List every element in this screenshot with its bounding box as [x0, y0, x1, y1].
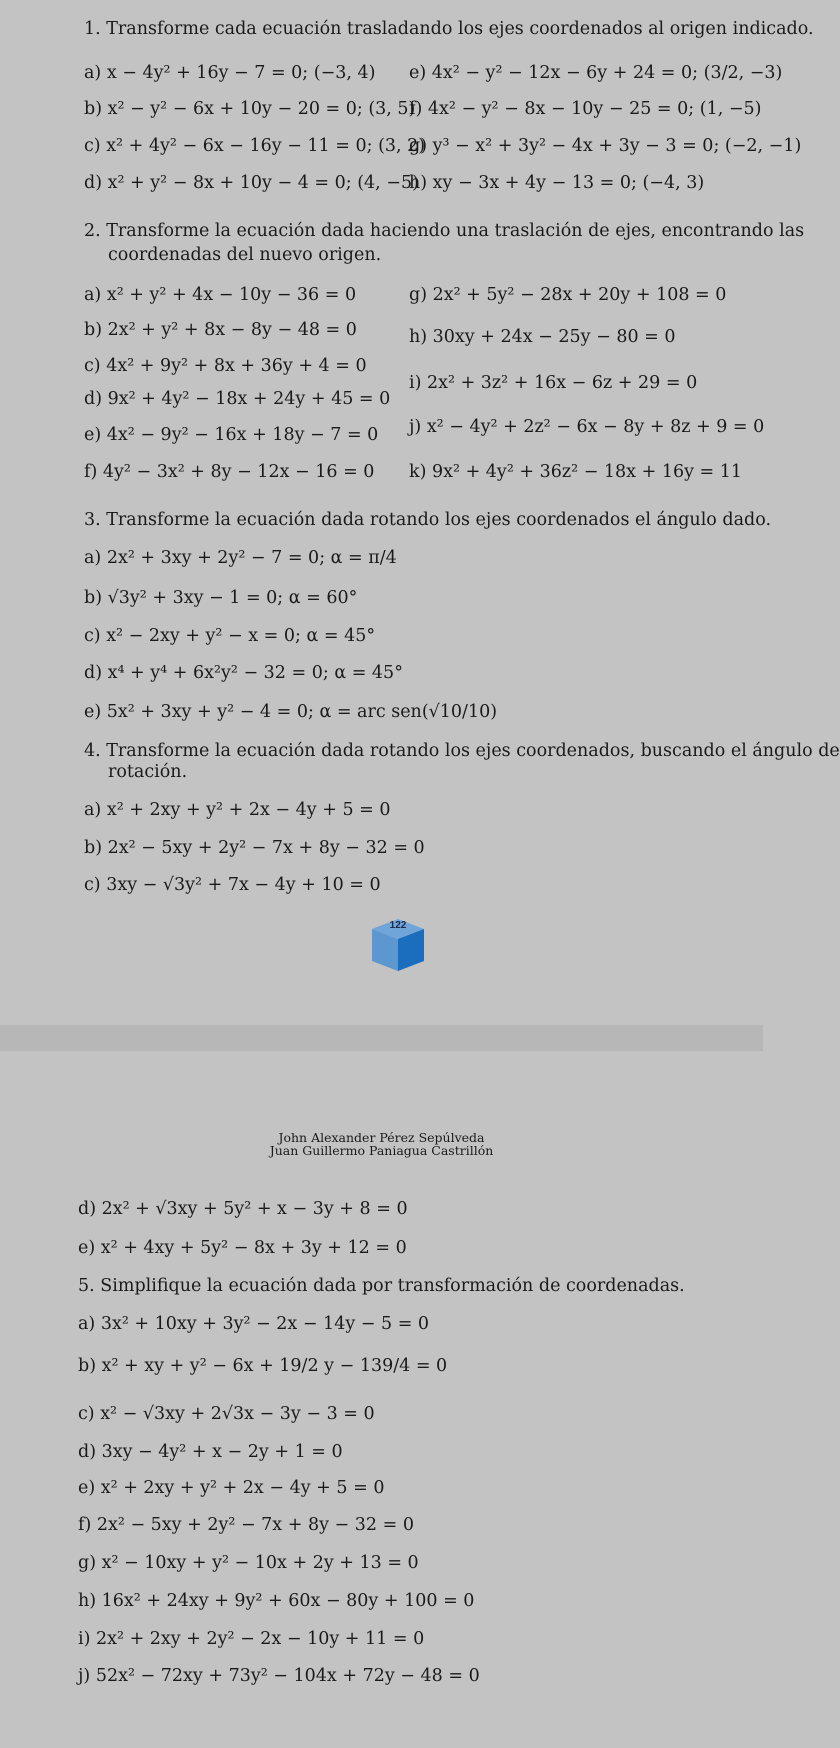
page-number-badge [370, 915, 426, 971]
exercise-2d: d) 9x² + 4y² − 18x + 24y + 45 = 0 [84, 389, 391, 409]
exercise-1b: b) x² − y² − 6x + 10y − 20 = 0; (3, 5) [84, 99, 416, 119]
exercise-5c: c) x² − √3xy + 2√3x − 3y − 3 = 0 [78, 1404, 375, 1424]
exercise-2h: h) 30xy + 24x − 25y − 80 = 0 [409, 327, 676, 347]
page-divider [0, 1025, 763, 1051]
exercise-3d: d) x⁴ + y⁴ + 6x²y² − 32 = 0; α = 45° [84, 663, 403, 683]
exercise-5g: g) x² − 10xy + y² − 10x + 2y + 13 = 0 [78, 1553, 419, 1573]
exercise-5b: b) x² + xy + y² − 6x + 19/2 y − 139/4 = 0 [78, 1356, 448, 1376]
section-4-heading-line1: 4. Transforme la ecuación dada rotando los ejes coordenados, buscando el ángulo de [84, 741, 840, 761]
exercise-3c: c) x² − 2xy + y² − x = 0; α = 45° [84, 626, 376, 646]
cube-icon [370, 915, 426, 971]
exercise-5i: i) 2x² + 2xy + 2y² − 2x − 10y + 11 = 0 [78, 1629, 425, 1649]
exercise-3e: e) 5x² + 3xy + y² − 4 = 0; α = arc sen(√10/10) [84, 702, 498, 722]
exercise-2e: e) 4x² − 9y² − 16x + 18y − 7 = 0 [84, 425, 379, 445]
section-2-heading-line2: coordenadas del nuevo origen. [108, 245, 382, 265]
exercise-2j: j) x² − 4y² + 2z² − 6x − 8y + 8z + 9 = 0 [409, 417, 765, 437]
exercise-5a: a) 3x² + 10xy + 3y² − 2x − 14y − 5 = 0 [78, 1314, 430, 1334]
exercise-1c: c) x² + 4y² − 6x − 16y − 11 = 0; (3, 2) [84, 136, 426, 156]
author-2: Juan Guillermo Paniagua Castrillón [269, 1143, 494, 1158]
exercise-3a: a) 2x² + 3xy + 2y² − 7 = 0; α = π/4 [84, 548, 397, 568]
exercise-4e: e) x² + 4xy + 5y² − 8x + 3y + 12 = 0 [78, 1238, 407, 1258]
exercise-5e: e) x² + 2xy + y² + 2x − 4y + 5 = 0 [78, 1478, 385, 1498]
exercise-5h: h) 16x² + 24xy + 9y² + 60x − 80y + 100 = 0 [78, 1591, 475, 1611]
author-1: John Alexander Pérez Sepúlveda [278, 1130, 485, 1145]
exercise-2b: b) 2x² + y² + 8x − 8y − 48 = 0 [84, 320, 357, 340]
exercise-1g: g) y³ − x² + 3y² − 4x + 3y − 3 = 0; (−2, −1) [409, 136, 802, 156]
exercise-4d: d) 2x² + √3xy + 5y² + x − 3y + 8 = 0 [78, 1199, 408, 1219]
exercise-1a: a) x − 4y² + 16y − 7 = 0; (−3, 4) [84, 63, 376, 83]
exercise-1h: h) xy − 3x + 4y − 13 = 0; (−4, 3) [409, 173, 705, 193]
exercise-4a: a) x² + 2xy + y² + 2x − 4y + 5 = 0 [84, 800, 391, 820]
exercise-2k: k) 9x² + 4y² + 36z² − 18x + 16y = 11 [409, 462, 743, 482]
exercise-2g: g) 2x² + 5y² − 28x + 20y + 108 = 0 [409, 285, 727, 305]
exercise-4b: b) 2x² − 5xy + 2y² − 7x + 8y − 32 = 0 [84, 838, 425, 858]
section-5-heading: 5. Simplifique la ecuación dada por transformación de coordenadas. [78, 1276, 685, 1296]
page-number: 122 [389, 920, 407, 931]
exercise-5d: d) 3xy − 4y² + x − 2y + 1 = 0 [78, 1442, 343, 1462]
exercise-2a: a) x² + y² + 4x − 10y − 36 = 0 [84, 285, 357, 305]
exercise-5j: j) 52x² − 72xy + 73y² − 104x + 72y − 48 = 0 [78, 1666, 480, 1686]
exercise-4c: c) 3xy − √3y² + 7x − 4y + 10 = 0 [84, 875, 381, 895]
exercise-2c: c) 4x² + 9y² + 8x + 36y + 4 = 0 [84, 356, 367, 376]
exercise-2f: f) 4y² − 3x² + 8y − 12x − 16 = 0 [84, 462, 375, 482]
exercise-1d: d) x² + y² − 8x + 10y − 4 = 0; (4, −5) [84, 173, 419, 193]
exercise-1f: f) 4x² − y² − 8x − 10y − 25 = 0; (1, −5) [409, 99, 762, 119]
exercise-2i: i) 2x² + 3z² + 16x − 6z + 29 = 0 [409, 373, 698, 393]
section-3-heading: 3. Transforme la ecuación dada rotando los ejes coordenados el ángulo dado. [84, 510, 772, 530]
exercise-5f: f) 2x² − 5xy + 2y² − 7x + 8y − 32 = 0 [78, 1515, 414, 1535]
exercise-1e: e) 4x² − y² − 12x − 6y + 24 = 0; (3/2, −3) [409, 63, 783, 83]
section-4-heading-line2: rotación. [108, 762, 188, 782]
section-1-heading: 1. Transforme cada ecuación trasladando los ejes coordenados al origen indicado. [84, 19, 814, 39]
section-2-heading-line1: 2. Transforme la ecuación dada haciendo una traslación de ejes, encontrando las [84, 221, 805, 241]
exercise-3b: b) √3y² + 3xy − 1 = 0; α = 60° [84, 588, 358, 608]
